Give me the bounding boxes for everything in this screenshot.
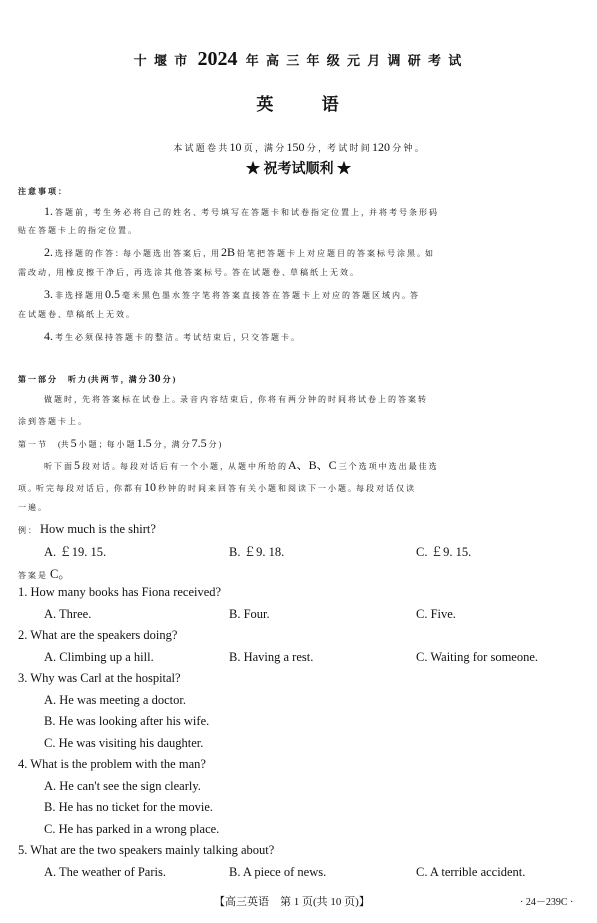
example-text: How much is the shirt? <box>40 522 156 536</box>
instr-options: A、B、C <box>288 458 337 472</box>
notice-num: 2. <box>44 245 53 259</box>
notice-item-4 <box>44 330 299 342</box>
notice-item-1 <box>44 205 437 217</box>
info-text-2: 页 ，满 分 <box>243 143 285 153</box>
example-answer <box>18 564 71 583</box>
notice-text: 铅 笔 把 答 题 卡 上 对 应 题 目 的 答 案 标 号 涂 黑 。如 <box>237 249 434 258</box>
section1-instructions-line1 <box>44 459 437 471</box>
notice-num: 4. <box>44 329 53 343</box>
example-option-b: B. ￡9. 18. <box>229 545 285 559</box>
q1-option-a: A. Three. <box>44 607 92 621</box>
notice-heading: 注 意 事 项 ： <box>18 187 66 196</box>
title-city: 十 堰 市 <box>133 53 190 68</box>
q3-option-a: A. He was meeting a doctor. <box>44 693 186 707</box>
q2-option-c: C. Waiting for someone. <box>416 650 539 664</box>
title-year: 2024 <box>197 48 238 70</box>
section1-label: 第 一 节 <box>18 440 46 449</box>
q4-option-a: A. He can't see the sign clearly. <box>44 779 201 793</box>
exam-info <box>0 140 597 155</box>
section1-text: (共 <box>58 440 69 449</box>
example-answer-value: C。 <box>50 567 71 581</box>
example-label: 例 ： <box>18 526 36 535</box>
example-option-c: C. ￡9. 15. <box>416 545 472 559</box>
notice-num: 3. <box>44 287 53 301</box>
notice-num: 1. <box>44 204 53 218</box>
info-text-4: 分 钟 。 <box>392 143 424 153</box>
q3-option-c: C. He was visiting his daughter. <box>44 736 204 750</box>
q4-option-c: C. He has parked in a wrong place. <box>44 822 220 836</box>
instr-seconds: 10 <box>144 480 156 494</box>
title-rest: 年 高 三 年 级 元 月 调 研 考 试 <box>245 53 464 68</box>
info-pages: 10 <box>229 140 242 154</box>
q3-option-b: B. He was looking after his wife. <box>44 714 210 728</box>
instr-count: 5 <box>74 458 80 472</box>
section1-count: 5 <box>70 436 77 450</box>
instr-text: 秒 钟 的 时 间 来 回 答 有 关 小 题 和 阅 读 下 一 小 题 。每 段 对 话 仅 读 <box>158 484 414 493</box>
q5-option-a: A. The weather of Paris. <box>44 865 166 879</box>
q5-option-c: C. A terrible accident. <box>416 865 526 879</box>
notice-item-1-cont: 贴 在 答 题 卡 上 的 指 定 位 置 。 <box>18 226 136 235</box>
q2-option-b: B. Having a rest. <box>229 650 314 664</box>
question-3: 3. Why was Carl at the hospital? <box>18 671 181 685</box>
section1-heading <box>18 437 221 449</box>
section1-text: 分 ，满 分 <box>153 440 190 449</box>
instr-text: 段 对 话 。每 段 对 话 后 有 一 个 小 题 ，从 题 中 所 给 的 <box>82 462 286 471</box>
section1-each: 1.5 <box>136 436 152 450</box>
q2-option-a: A. Climbing up a hill. <box>44 650 154 664</box>
notice-text: 答 题 前 ，考 生 务 必 将 自 己 的 姓 名 、考 号 填 写 在 答 题 卡 和 试 卷 指 定 位 置 上 ，并 将 考 号 条 形 码 <box>55 208 437 217</box>
example-question <box>18 520 156 538</box>
question-5: 5. What are the two speakers mainly talking about? <box>18 843 275 857</box>
part1-intro-line2: 涂 到 答 题 卡 上 。 <box>18 417 86 426</box>
section1-total: 7.5 <box>191 436 207 450</box>
info-score: 150 <box>286 140 305 154</box>
section1-instructions-line3: 一 遍 。 <box>18 503 46 512</box>
info-text-1: 本 试 题 卷 共 <box>173 143 228 153</box>
good-luck-banner: ★ 祝考试顺利 ★ <box>246 162 351 177</box>
notice-text: 毫 米 黑 色 墨 水 签 字 笔 将 答 案 直 接 答 在 答 题 卡 上 对 应 的 答 题 区 域 内 。答 <box>122 291 418 300</box>
subject-title: 英 语 <box>256 95 341 114</box>
notice-code: 0.5 <box>105 287 120 301</box>
example-answer-label: 答 案 是 <box>18 571 46 580</box>
notice-item-3-cont: 在 试 题 卷 、草 稿 纸 上 无 效 。 <box>18 310 134 319</box>
instr-text: 项 。听 完 每 段 对 话 后 ，你 都 有 <box>18 484 142 493</box>
example-option-a: A. ￡19. 15. <box>44 545 107 559</box>
q1-option-c: C. Five. <box>416 607 456 621</box>
info-time: 120 <box>372 140 391 154</box>
notice-item-2 <box>44 246 433 258</box>
q4-option-b: B. He has no ticket for the movie. <box>44 800 214 814</box>
part1-title-end: 分 ) <box>162 375 176 384</box>
notice-item-3 <box>44 288 418 300</box>
notice-item-2-cont: 需 改 动 ，用 橡 皮 擦 干 净 后 ，再 选 涂 其 他 答 案 标 号 。答 在 试 题 卷 、草 稿 纸 上 无 效 。 <box>18 268 358 277</box>
info-text-3: 分 ，考 试 时 间 <box>306 143 370 153</box>
paper-code: · 24－239C · <box>520 897 574 908</box>
instr-text: 听 下 面 <box>44 462 72 471</box>
part1-intro-line1: 做 题 时 ，先 将 答 案 标 在 试 卷 上 。录 音 内 容 结 束 后 ，你 将 有 两 分 钟 的 时 间 将 试 卷 上 的 答 案 转 <box>44 395 426 404</box>
notice-code: 2B <box>221 245 236 259</box>
exam-title <box>0 48 597 71</box>
part1-title: 听 力 (共 两 节 ，满 分 <box>68 375 147 384</box>
part1-label: 第 一 部 分 <box>18 375 56 384</box>
q5-option-b: B. A piece of news. <box>229 865 327 879</box>
section1-text: 分 ) <box>208 440 222 449</box>
section1-text: 小 题 ；每 小 题 <box>78 440 135 449</box>
part1-heading <box>18 372 175 384</box>
question-4: 4. What is the problem with the man? <box>18 757 206 771</box>
part1-score: 30 <box>148 371 161 385</box>
notice-text: 选 择 题 的 作 答 ：每 小 题 选 出 答 案 后 ，用 <box>55 249 219 258</box>
q1-option-b: B. Four. <box>229 607 270 621</box>
page-footer: 【高三英语 第 1 页(共 10 页)】 <box>214 896 370 908</box>
section1-instructions-line2 <box>18 481 414 493</box>
instr-text: 三 个 选 项 中 选 出 最 佳 选 <box>338 462 437 471</box>
notice-text: 非 选 择 题 用 <box>55 291 103 300</box>
notice-text: 考 生 必 须 保 持 答 题 卡 的 整 洁 。考 试 结 束 后 ，只 交 答 题 卡 。 <box>55 333 299 342</box>
question-2: 2. What are the speakers doing? <box>18 628 178 642</box>
question-1: 1. How many books has Fiona received? <box>18 585 222 599</box>
